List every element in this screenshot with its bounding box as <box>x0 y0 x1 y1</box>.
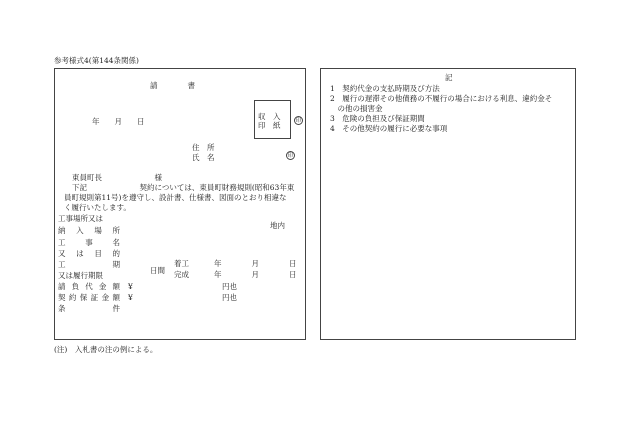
field-label: 契 約 保 証 金 額 <box>58 293 120 302</box>
period-end-date: 年 月 日 <box>214 270 297 279</box>
notes-item: の他の損害金 <box>330 104 383 113</box>
document-title: 請 書 <box>150 81 195 90</box>
field-label: 工 事 名 <box>58 238 120 247</box>
period-end-label: 完成 <box>174 270 189 279</box>
notes-item: 2 履行の遅滞その他債務の不履行の場合における利息、違約金そ <box>330 94 553 103</box>
location-suffix: 地内 <box>270 221 285 230</box>
intro-line-1: 下記 契約については、東員町財務規則(昭和63年東 <box>72 183 295 192</box>
period-start-date: 年 月 日 <box>214 259 297 268</box>
seal-mark-stamp: 印 <box>295 118 302 124</box>
notes-item: 3 危険の負担及び保証期間 <box>330 114 425 123</box>
footnote: (注) 入札書の注の例による。 <box>54 345 158 354</box>
field-label: 条 件 <box>58 304 120 313</box>
guarantee-amount-yen: ¥ <box>128 293 133 302</box>
intro-line-2: 員町規則第11号)を遵守し、設計書、仕様書、図面のとおり相違な <box>64 193 287 202</box>
seal-mark-name: 印 <box>287 153 294 159</box>
intro-line-3: く履行いたします。 <box>64 203 131 212</box>
stamp-box-line1: 収 入 <box>258 112 281 121</box>
address-label: 住 所 <box>192 143 215 152</box>
form-reference: 参考様式4(第144条関係) <box>54 56 139 65</box>
date-label: 年 月 日 <box>92 117 145 126</box>
addressee: 東員町長 様 <box>72 173 162 182</box>
notes-item: 4 その他契約の履行に必要な事項 <box>330 124 448 133</box>
field-label: 請 負 代 金 額 <box>58 282 120 291</box>
stamp-box-line2: 印 紙 <box>258 121 281 130</box>
field-label: 又は履行期限 <box>58 271 103 280</box>
contract-amount-yen: ¥ <box>128 282 133 291</box>
field-label: 工事場所又は <box>58 214 103 223</box>
name-label: 氏 名 <box>192 153 215 162</box>
period-days-label: 日間 <box>150 266 165 275</box>
field-label: 又 は 目 的 <box>58 249 120 258</box>
period-start-label: 着工 <box>174 259 189 268</box>
contract-amount-suffix: 円也 <box>222 282 237 291</box>
notes-title: 記 <box>445 73 453 82</box>
field-label: 工 期 <box>58 260 120 269</box>
field-label: 納 入 場 所 <box>58 226 120 235</box>
notes-item: 1 契約代金の支払時期及び方法 <box>330 84 440 93</box>
guarantee-amount-suffix: 円也 <box>222 293 237 302</box>
